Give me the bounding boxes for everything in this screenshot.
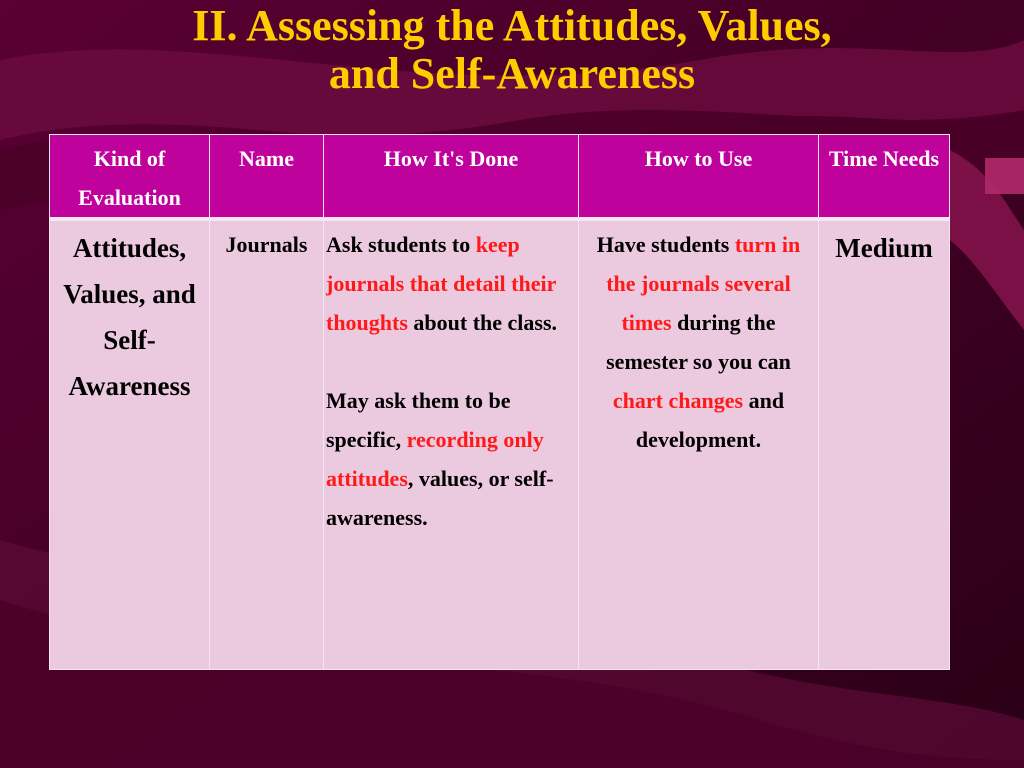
header-how-done: How It's Done xyxy=(324,135,579,220)
title-line-2: and Self-Awareness xyxy=(328,49,696,98)
title-line-1-text: Assessing the Attitudes, Values, xyxy=(246,1,832,50)
how-use-b: during the semester so you can xyxy=(606,310,791,374)
evaluation-table-container xyxy=(49,134,949,670)
title-line-1 xyxy=(0,2,1024,50)
header-name: Name xyxy=(210,135,324,220)
slide-title xyxy=(0,2,1024,98)
header-time: Time Needs xyxy=(819,135,950,220)
how-done-p2-b: , values, or self-awareness. xyxy=(326,466,554,530)
how-use-highlight-2: chart changes xyxy=(612,388,744,413)
how-done-p1-highlight: keep journals that detail their thoughts xyxy=(326,232,556,335)
how-done-p2-highlight: recording only attitudes xyxy=(326,427,544,491)
how-done-p1-b: about the class. xyxy=(407,310,558,335)
cell-name: Journals xyxy=(210,219,324,670)
how-done-p2-a: May ask them to be specific, xyxy=(326,388,511,452)
cell-how-done xyxy=(324,219,579,670)
how-use-highlight-1: turn in the journals several times xyxy=(606,232,801,335)
header-how-use: How to Use xyxy=(579,135,819,220)
title-prefix: II. xyxy=(192,1,238,50)
table-row xyxy=(50,219,950,670)
evaluation-table xyxy=(49,134,950,670)
header-kind: Kind of Evaluation xyxy=(50,135,210,220)
header-row xyxy=(50,135,950,220)
cell-time: Medium xyxy=(819,219,950,670)
how-done-p1-a: Ask students to xyxy=(326,232,476,257)
cell-kind: Attitudes, Values, and Self-Awareness xyxy=(50,219,210,670)
cell-how-use xyxy=(579,219,819,670)
how-use-c: and development. xyxy=(635,388,785,452)
how-use-a: Have students xyxy=(596,232,735,257)
